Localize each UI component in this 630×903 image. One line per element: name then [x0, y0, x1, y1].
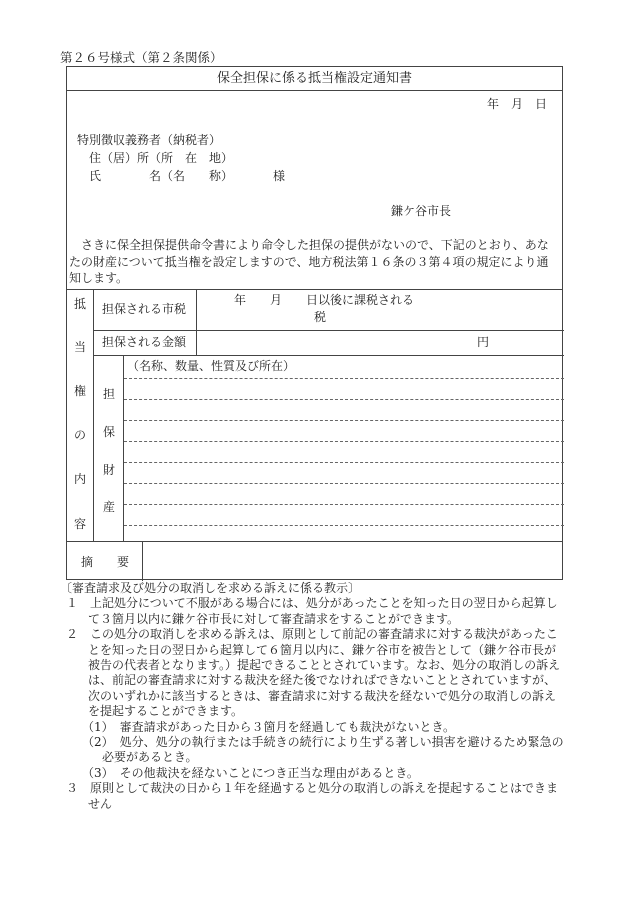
property-label-char: 財	[102, 463, 115, 477]
notice-item-1: １ 上記処分について不服がある場合には、処分があったことを知った日の翌日から起算して３箇月以内に鎌ケ谷市長に対して審査請求をすることができます。	[66, 596, 558, 626]
side-label-char: 内	[73, 472, 86, 486]
notification-form	[66, 66, 563, 580]
body-text: さきに保全担保提供命令書により命令した担保の提供がないので、下記のとおり、あなたの財産について抵当権を設定しますので、地方税法第１６条の３第４項の規定により通知します。	[69, 238, 549, 285]
section-divider	[67, 289, 562, 290]
amount-label: 担保される金額	[102, 335, 187, 349]
notice-sub-3: （3） その他裁決を経ないことにつき正当な理由があるとき。	[82, 765, 419, 780]
form-title: 保全担保に係る抵当権設定通知書	[67, 67, 562, 91]
notice-sub-1: （1） 審査請求があった日から３箇月を経過しても裁決がないとき。	[82, 719, 456, 734]
side-label-char: 権	[73, 384, 86, 398]
property-line	[124, 462, 564, 463]
side-label-char: 抵	[73, 297, 86, 311]
property-label-char: 産	[102, 500, 115, 514]
notice-sub-2: （2） 処分、処分の執行または手続きの続行により生ずる著しい損害を避けるため緊急の必要があるとき。	[82, 735, 564, 765]
property-line	[124, 441, 564, 442]
side-label-char: の	[73, 428, 86, 442]
tax-label: 担保される市税	[102, 302, 187, 316]
tax-value-line2: 税	[314, 310, 327, 324]
issuer-name: 鎌ケ谷市長	[391, 204, 452, 218]
property-header: （名称、数量、性質及び所在）	[127, 359, 296, 373]
remarks-label: 摘 要	[81, 555, 130, 569]
label-column-divider	[196, 289, 197, 355]
notice-heading: 〔審査請求及び処分の取消しを求める訴えに係る教示〕	[60, 581, 361, 595]
property-line	[124, 504, 564, 505]
property-line	[124, 483, 564, 484]
amount-unit: 円	[477, 335, 490, 349]
name-label: 氏 名（名 称）	[89, 169, 234, 183]
property-label-divider	[123, 355, 124, 541]
side-label-divider	[93, 289, 94, 541]
notice-item-3: ３ 原則として裁決の日から１年を経過すると処分の取消しの訴えを提起することはできません	[66, 781, 559, 811]
side-label-char: 容	[73, 517, 86, 531]
property-line	[124, 525, 564, 526]
notice-item-2: ２ この処分の取消しを求める訴えは、原則として前記の審査請求に対する裁決があったことを知った日の翌日から起算して６箇月以内に、鎌ケ谷市を被告として（鎌ケ谷市長が被告の代表者となります。）提起できることとされています。なお、処分の取消しの訴えは、前記の審査請求に対する裁決を経た後でなければできないこととされていますが、次のいずれかに該当するときは、審査請求に対する裁決を経ないで処分の取消しの訴えを提起することができます。	[66, 627, 561, 719]
property-line	[124, 420, 564, 421]
recipient-heading: 特別徴収義務者（納税者）	[77, 133, 222, 147]
honorific: 様	[273, 169, 286, 183]
tax-value-line1: 年 月 日以後に課税される	[234, 293, 415, 307]
property-label-char: 保	[102, 425, 115, 439]
date-line: 年 月 日	[487, 97, 548, 111]
appeal-notice	[60, 581, 566, 812]
remarks-column-divider	[142, 541, 143, 581]
side-label-char: 当	[73, 340, 86, 354]
row-divider	[93, 330, 564, 331]
property-label-char: 担	[102, 387, 115, 401]
property-line	[124, 399, 564, 400]
address-label: 住（居）所（所 在 地）	[89, 151, 234, 165]
property-line	[124, 378, 564, 379]
row-divider	[93, 355, 564, 356]
form-number: 第２６号様式（第２条関係）	[60, 50, 223, 65]
